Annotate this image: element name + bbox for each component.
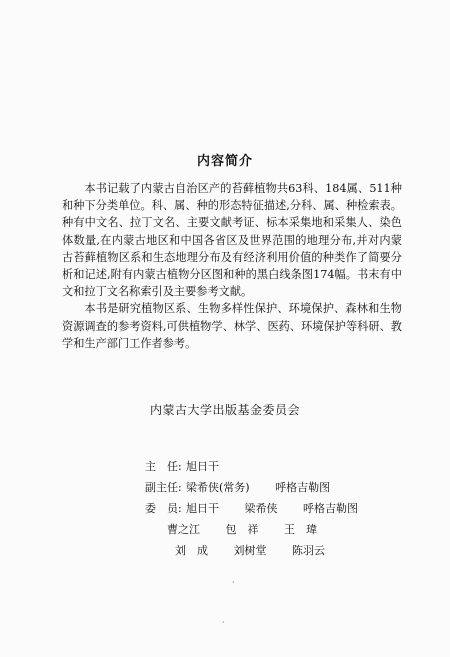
deputy-label: 副主任: [145, 481, 178, 494]
committee-list: [145, 456, 380, 561]
abstract-paragraph-2: 本书是研究植物区系、生物多样性保护、环境保护、森林和生物资源调查的参考资料,可供植物学、林学、医药、环境保护等科研、教学和生产部门工作者参考。: [62, 302, 402, 350]
scan-speck: ·: [222, 618, 225, 627]
abstract: [62, 180, 402, 352]
member-name: 曹之江: [167, 523, 200, 536]
director-name: 旭日干: [186, 460, 219, 473]
deputy-name: 呼格吉勒图: [275, 481, 331, 494]
member-name: 刘 成: [175, 544, 208, 557]
deputy-row: 副主任 : 梁希侠(常务) 呼格吉勒图: [145, 477, 380, 498]
member-name: 王 瑋: [284, 523, 317, 536]
page-title: 内容简介: [196, 154, 253, 169]
members-row: 委 员 : 旭日干 梁希侠 呼格吉勒图: [145, 498, 380, 519]
member-name: 陈羽云: [292, 544, 325, 557]
members-row: [145, 540, 380, 561]
member-name: 刘树堂: [233, 544, 267, 557]
deputy-name: 梁希侠(常务): [186, 481, 250, 494]
scan-speck: ·: [232, 578, 235, 587]
abstract-paragraph-1: 本书记载了内蒙古自治区产的苔藓植物共63科、184属、511种和种下分类单位。科、属、种的形态特征描述,分科、属、种检索表。种有中文名、拉丁文名、主要文献考证、标本采集地和采集人、染色体数量,在内蒙古地区和中国各省区及世界范围的地理分布,并对内蒙古苔藓植物区系和生态地理分布及有经济利用价值的种类作了简要分析和记述,附有内蒙古植物分区图和种的黑白线条图174幅。书末有中文和拉丁文名称索引及主要参考文献。: [62, 182, 402, 299]
members-label: 委 员: [145, 502, 178, 515]
member-name: 梁希侠: [244, 502, 278, 515]
members-row: [145, 519, 380, 540]
director-label: 主 任: [145, 460, 178, 473]
member-name: 旭日干: [186, 502, 219, 515]
committee-title: 内蒙古大学出版基金委员会: [149, 403, 300, 417]
member-name: 呼格吉勒图: [303, 502, 358, 515]
director-row: 主 任 : 旭日干: [145, 456, 380, 477]
member-name: 包 祥: [225, 523, 259, 536]
